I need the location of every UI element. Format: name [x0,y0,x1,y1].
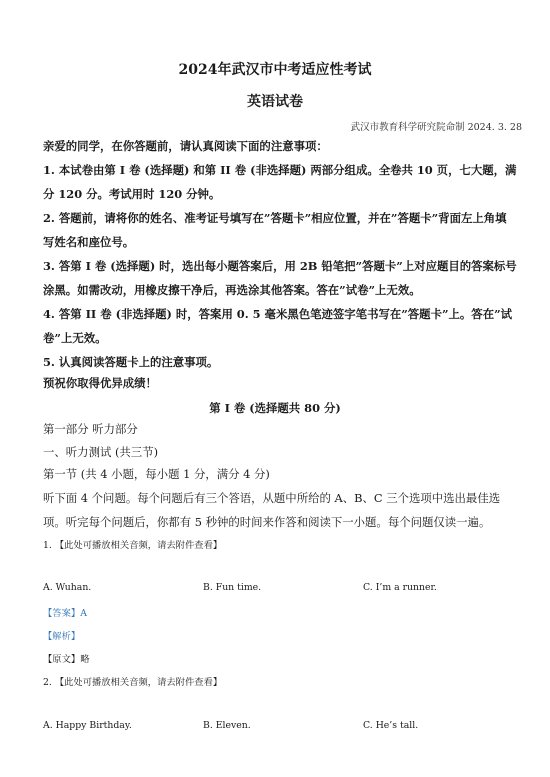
exam-title: 2024年武汉市中考适应性考试 [178,62,372,78]
instruction-line: 5. 认真阅读答题卡上的注意事项。 [43,355,219,369]
option-c: C. I’m a runner. [363,582,437,593]
option-a: A. Happy Birthday. [43,720,132,731]
instruction-line: 3. 答第 I 卷 (选择题) 时，选出每小题答案后，用 2B 铅笔把”答题卡”上对应题目的答案标号 [43,259,517,273]
question-stem: 1. 【此处可播放相关音频，请去附件查看】 [43,540,223,551]
option-c: C. He’s tall. [363,720,419,731]
section1-desc-line: 听下面 4 个问题。每个问题后有三个答语，从题中所给的 A、B、C 三个选项中选出最佳选 [43,491,501,505]
instruction-line: 4. 答第 II 卷 (非选择题) 时，答案用 0. 5 毫米黑色笔迹签字笔书写在”答题卡”上。答在”试 [43,307,513,321]
question-stem: 2. 【此处可播放相关音频，请去附件查看】 [43,677,223,688]
instruction-line: 1. 本试卷由第 I 卷 (选择题) 和第 II 卷 (非选择题) 两部分组成。全卷共 10 页，七大题，满 [43,163,517,177]
instruction-line: 分 120 分。考试用时 120 分钟。 [43,187,221,201]
option-b: B. Eleven. [203,720,251,731]
issuer-line: 武汉市教育科学研究院命制 2024. 3. 28 [350,122,522,133]
part-title: 第一部分 听力部分 [43,422,138,436]
instruction-line: 2. 答题前，请将你的姓名、准考证号填写在”答题卡”相应位置，并在”答题卡”背面左上角填 [43,211,507,225]
answer-label: 【答案】A [43,608,87,619]
original-text-label: 【原文】略 [43,654,90,665]
instructions-intro: 亲爱的同学，在你答题前，请认真阅读下面的注意事项： [43,139,328,153]
instruction-line: 涂黑。如需改动，用橡皮擦干净后，再选涂其他答案。答在”试卷”上无效。 [43,283,421,297]
instructions-wish: 预祝你取得优异成绩！ [43,376,157,390]
option-a: A. Wuhan. [43,582,92,593]
analysis-label: 【解析】 [43,631,81,642]
section1-desc-line: 项。听完每个问题后，你都有 5 秒钟的时间来作答和阅读下一小题。每个问题仅读一遍。 [43,515,491,529]
instruction-line: 卷”上无效。 [43,331,107,345]
instruction-line: 写姓名和座位号。 [43,235,135,249]
option-b: B. Fun time. [203,582,262,593]
section1-title: 第一节 (共 4 小题，每小题 1 分，满分 4 分) [43,467,270,481]
listening-title: 一、听力测试 (共三节) [43,445,159,459]
volume-title: 第 I 卷 (选择题共 80 分) [209,401,341,415]
exam-subject: 英语试卷 [247,94,303,110]
